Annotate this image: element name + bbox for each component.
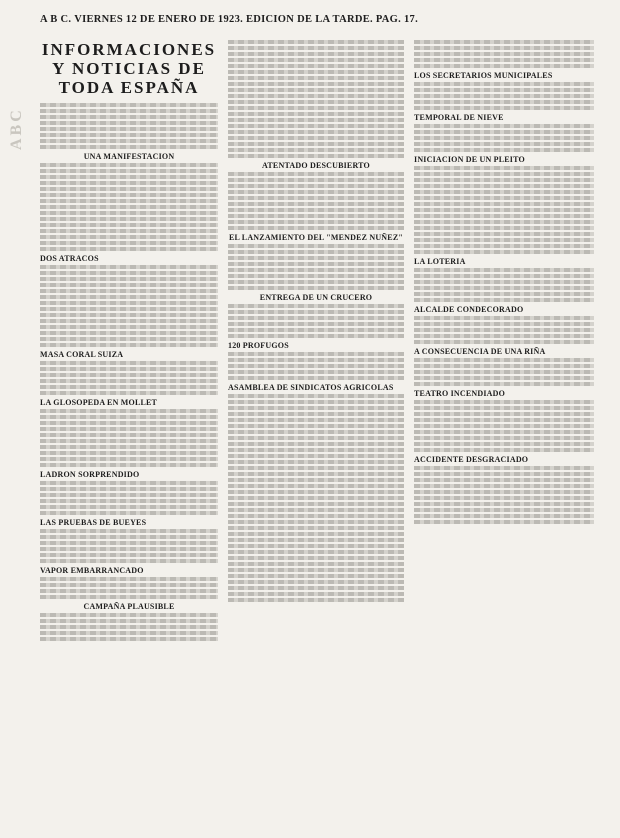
section-heading: 120 PROFUGOS [228,341,289,350]
column-3 [414,38,594,826]
section-heading: LA GLOSOPEDA EN MOLLET [40,398,158,407]
section-heading: LADRON SORPRENDIDO [40,470,140,479]
section-heading: CAMPAÑA PLAUSIBLE [83,602,175,611]
section-heading: UNA MANIFESTACION [83,152,175,161]
section-heading: ACCIDENTE DESGRACIADO [414,455,529,464]
section-heading: VAPOR EMBARRANCADO [40,566,144,575]
section-heading: EL LANZAMIENTO DEL "MENDEZ NUÑEZ" [228,233,404,242]
publication-name: A B C. [40,14,72,25]
section-heading: ALCALDE CONDECORADO [414,305,524,314]
section-heading: MASA CORAL SUIZA [40,350,124,359]
page-title: INFORMACIONES Y NOTICIAS DE TODA ESPAÑA [41,40,217,97]
section-heading: ATENTADO DESCUBIERTO [262,161,370,170]
watermark-logo: ABC [8,107,25,150]
section-heading: TEMPORAL DE NIEVE [414,113,504,122]
section-heading: ASAMBLEA DE SINDICATOS AGRICOLAS [228,383,394,392]
page-header [40,14,600,30]
section-heading: A CONSECUENCIA DE UNA RIÑA [414,347,546,356]
column-2 [228,38,404,826]
section-heading: ENTREGA DE UN CRUCERO [259,293,373,302]
section-heading: DOS ATRACOS [40,254,99,263]
section-heading: LOS SECRETARIOS MUNICIPALES [414,71,553,80]
header-date-line: VIERNES 12 DE ENERO DE 1923. EDICION DE LA TARDE. PAG. 17. [74,14,419,25]
column-1 [40,38,218,826]
section-heading: LA LOTERIA [414,257,466,266]
section-heading: LAS PRUEBAS DE BUEYES [40,518,147,527]
section-heading: TEATRO INCENDIADO [414,389,506,398]
section-heading: INICIACION DE UN PLEITO [414,155,525,164]
